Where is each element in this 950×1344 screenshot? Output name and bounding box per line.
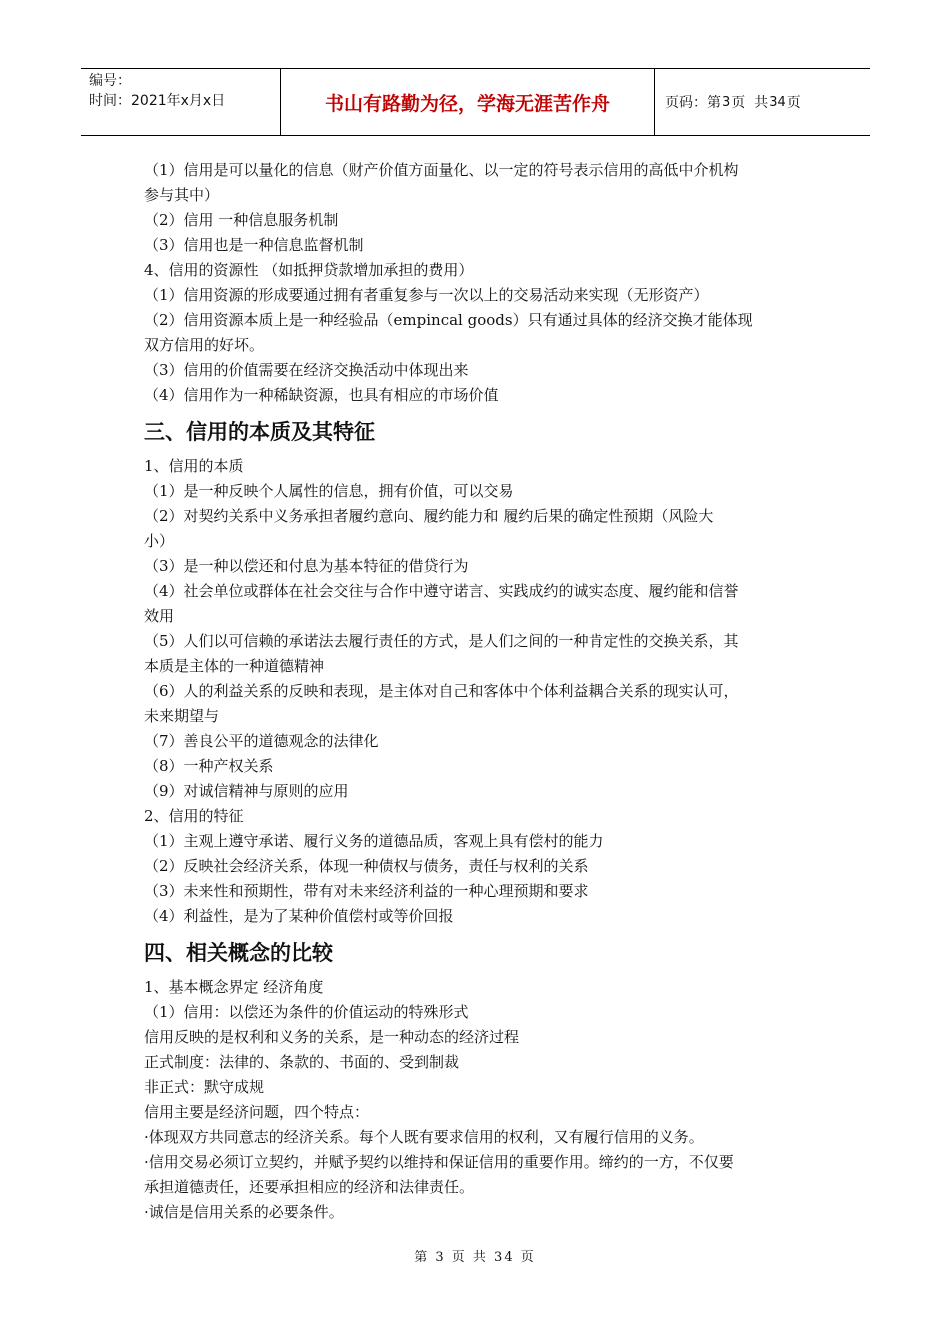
text-line: （1）是一种反映个人属性的信息，拥有价值，可以交易 (144, 482, 514, 500)
text-line: ·诚信是信用关系的必要条件。 (144, 1203, 344, 1221)
text-line: 2、信用的特征 (144, 807, 244, 825)
text-line: （3）未来性和预期性，带有对未来经济利益的一种心理预期和要求 (144, 882, 589, 900)
page-header (81, 68, 870, 136)
header-motto: 书山有路勤为径，学海无涯苦作舟 (281, 69, 655, 135)
text-line: （2）反映社会经济关系，体现一种债权与债务，责任与权利的关系 (144, 857, 589, 875)
text-line: （4）利益性，是为了某种价值偿村或等价回报 (144, 907, 454, 925)
text-line: （2）对契约关系中义务承担者履约意向、履约能力和 履约后果的确定性预期（风险大 (144, 507, 714, 525)
page-total: 34 (769, 94, 786, 110)
section-heading: 三、信用的本质及其特征 (144, 420, 375, 444)
text-line: （4）社会单位或群体在社会交往与合作中遵守诺言、实践成约的诚实态度、履约能和信誉 (144, 582, 739, 600)
text-line: 1、信用的本质 (144, 457, 244, 475)
page-footer: 第 3 页 共 34 页 (414, 1250, 536, 1265)
header-time-label: 时间：2021年x月x日 (89, 93, 226, 109)
header-code-label: 编号： (89, 73, 131, 89)
text-line: （3）信用也是一种信息监督机制 (144, 236, 364, 254)
text-line: （3）是一种以偿还和付息为基本特征的借贷行为 (144, 557, 469, 575)
text-line: （6）人的利益关系的反映和表现，是主体对自己和客体中个体利益耦合关系的现实认可， (144, 682, 739, 700)
page-prefix: 页码：第 (665, 95, 721, 111)
text-line: （3）信用的价值需要在经济交换活动中体现出来 (144, 361, 469, 379)
text-line: （1）主观上遵守承诺、履行义务的道德品质，客观上具有偿村的能力 (144, 832, 604, 850)
document-body (144, 158, 812, 1225)
text-line: （5）人们以可信赖的承诺法去履行责任的方式，是人们之间的一种肯定性的交换关系，其 (144, 632, 739, 650)
text-line: 本质是主体的一种道德精神 (144, 657, 325, 675)
text-line: 非正式：默守成规 (144, 1078, 265, 1096)
header-meta (81, 69, 281, 135)
header-page-info (655, 69, 870, 135)
text-line: 信用反映的是权利和义务的关系，是一种动态的经济过程 (144, 1028, 520, 1046)
text-line: （2）信用资源本质上是一种经验品（empincal goods）只有通过具体的经济交换才能体现 (144, 311, 753, 329)
text-line: （1）信用是可以量化的信息（财产价值方面量化、以一定的符号表示信用的高低中介机构 (144, 161, 739, 179)
text-line: 小） (144, 532, 175, 550)
text-line: （9）对诚信精神与原则的应用 (144, 782, 349, 800)
page-mid: 页 共 (731, 95, 769, 111)
text-line: ·信用交易必须订立契约，并赋予契约以维持和保证信用的重要作用。缔约的一方，不仅要 (144, 1153, 734, 1171)
text-line: 未来期望与 (144, 707, 220, 725)
page-suffix: 页 (786, 95, 801, 111)
text-line: 1、基本概念界定 经济角度 (144, 978, 324, 996)
text-line: 4、信用的资源性 （如抵押贷款增加承担的费用） (144, 261, 474, 279)
text-line: 信用主要是经济问题，四个特点： (144, 1103, 370, 1121)
text-line: 承担道德责任，还要承担相应的经济和法律责任。 (144, 1178, 475, 1196)
text-line: （2）信用 一种信息服务机制 (144, 211, 339, 229)
text-line: 正式制度：法律的、条款的、书面的、受到制裁 (144, 1053, 460, 1071)
text-line: 参与其中） (144, 186, 220, 204)
page-current: 3 (722, 94, 731, 110)
text-line: 双方信用的好坏。 (144, 336, 265, 354)
text-line: 效用 (144, 607, 175, 625)
text-line: （8）一种产权关系 (144, 757, 274, 775)
text-line: ·体现双方共同意志的经济关系。每个人既有要求信用的权利，又有履行信用的义务。 (144, 1128, 704, 1146)
text-line: （1）信用：以偿还为条件的价值运动的特殊形式 (144, 1003, 469, 1021)
text-line: （1）信用资源的形成要通过拥有者重复参与一次以上的交易活动来实现（无形资产） (144, 286, 709, 304)
text-line: （7）善良公平的道德观念的法律化 (144, 732, 379, 750)
text-line: （4）信用作为一种稀缺资源，也具有相应的市场价值 (144, 386, 499, 404)
section-heading: 四、相关概念的比较 (144, 941, 333, 965)
